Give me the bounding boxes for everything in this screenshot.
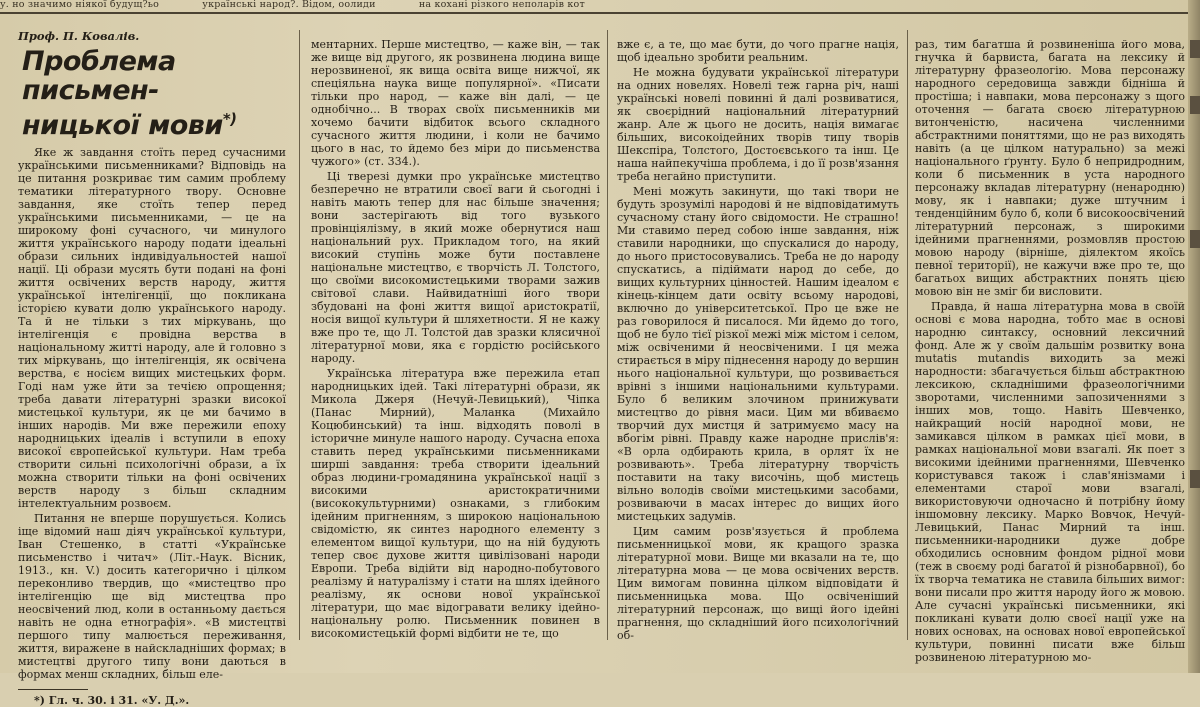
paragraph: Питання не вперше порушується. Колись іще відомий наш діяч української культури, Іван Стешенко, в статті «Українське письменство і читач» (Літ.-Наук. Вісник, 1913., кн. V.) досить категорично і цілком переконливо твердив, що «мистецтво про інтелігенцію ще від мистецтва про неосвічений люд, коли в останньому дається навіть не одна етнографія». «В мистецтві першого типу малюється переживання, життя, виражене в найскладніших формах; в мистецтві другого типу вони даються в формах менш складних, більш еле- xyxy=(18,512,286,681)
paragraph: Не можна будувати української літератури на одних новелях. Новелі теж гарна річ, наші українські новелі повинні й далі розвиватися, як своєрідний національний літературний жанр. Але ж цього не досить, нація вимагає більших, високоідейних творів типу творів Шекспіра, Толстого, Достоєвського та інш. Це наша найпекучіша проблема, і до її розв'язання треба негайно приступити. xyxy=(617,66,899,183)
paragraph: ментарних. Перше мистецтво, — каже він, — так же вище від другого, як розвинена людина вище нерозвиненої, як вища освіта вище нижчої, як спеціяльна наука вище популярної». «Писати тільки про народ, — каже він далі, — це однобічно... В творах своїх письменників ми хочемо бачити відбиток всього складного сучасного життя людини, і коли не бачимо цього в нас, то йдемо без міри до письменства чужого» (ст. 334.). xyxy=(311,38,600,168)
article-title-line-2 xyxy=(22,105,286,140)
top-strip-fragment: українські народ?. Відом, оолиди xyxy=(202,0,376,10)
paragraph: Українська література вже пережила етап народницьких ідей. Такі літературні образи, як Микола Джеря (Нечуй-Левицький), Чіпка (Панас Мирний), Маланка (Михайло Коцюбинський) та інш. відходять поволі в історичне минуле нашого народу. Сучасна епоха ставить перед українськими письменниками ширші завдання: треба створити ідеальний образ людини-громадянина української нації з високими аристократичними (висококультурними) ознаками, з глибоким ідейним пригненням, з широкою національною свідомістю, як синтез народного елементу з елементом вищої культури, що на ній будують тепер своє духове життя цивілізовані народи Европи. Треба відійти від народно-побутового реалізму й натуралізму і стати на шлях ідейного реалізму, як основи нової української літератури, що має відогравати велику ідейно-національну ролю. Письменник повинен в високомистецькій формі відбити не те, що xyxy=(311,367,600,640)
paragraph: Ці тверезі думки про українське мистецтво безперечно не втратили своєї ваги й сьогодні і навіть мають тепер для нас більше значення; вони застерігають від того вузького провінціялізму, в який може обернутися наш національний рух. Прикладом того, на який високий ступінь може бути поставлене національне мистецтво, є творчість Л. Толстого, що своїми високомистецькими творами зажив світової слави. Найвидатніші його твори збудовані на фоні життя вищої аристократії, носія вищої культури й шляхетности. Я не кажу вже про те, що Л. Толстой дав зразки клясичної літературної мови, яка є гордістю російського народу. xyxy=(311,170,600,365)
article-title-text: ницької мови xyxy=(22,110,223,141)
article-column-2 xyxy=(311,38,600,678)
footnote-rule xyxy=(18,689,88,690)
column-divider xyxy=(607,30,608,640)
article-column-1 xyxy=(18,29,286,707)
article-title-line: Проблема письмен- xyxy=(22,46,176,106)
article-author: Проф. П. Ковалів. xyxy=(18,29,140,43)
top-rule xyxy=(0,12,1200,14)
article-column-4 xyxy=(915,38,1185,678)
top-strip-fragment: на кохані різкого неполарів кот xyxy=(418,0,585,10)
edge-tab xyxy=(1190,230,1200,248)
article-title xyxy=(22,47,286,140)
top-strip-cut-text xyxy=(0,0,1200,10)
footnote-marker: *) xyxy=(222,110,237,128)
paragraph: Правда, й наша літературна мова в своїй основі є мова народна, тобто має в основі народню синтаксу, основний лексичний фонд. Але ж у своїм дальшім розвитку вона mutatis mutandis виходить за межі народности: збагачується більш абстрактною лексикою, складнішими фразеологічними зворотами, численними запозиченнями з інших мов, тощо. Навіть Шевченко, найкращий носій народної мови, не замикався цілком в рамках цієї мови, в рамках національної мови взагалі. Як поет з високими ідейними прагненнями, Шевченко користувався також і слав'янізмами і елементами старої мови взагалі, використовуючи одночасно й потрібну йому іншомовну лексику. Марко Вовчок, Нечуй-Левицький, Панас Мирний та інш. письменники-народники дуже добре обходились основним фондом рідної мови (теж в своєму роді багатої й різнобарвної), бо їх творча тематика не ставила більших вимог: вони писали про життя народу його ж мовою. Але сучасні українські письменники, які покликані кувати долю своєї нації уже на нових основах, на основах нової европейської культури, повинні писати вже більш розвиненою літературною мо- xyxy=(915,300,1185,664)
footnote: *) Гл. ч. 30. і 31. «У. Д.». xyxy=(34,694,190,707)
paragraph: раз, тим багатша й розвиненіша його мова, гнучка й барвиста, багата на лексику й літературну фразеологію. Мова персонажу народного середовища завжди бідніша й простіша; і навпаки, мова персонажу з щого оточення — багата своєю літературною витонченістю, насичена численними абстрактними поняттями, що не раз виходять навіть (а це цілком натурально) за межі національного ґрунту. Було б непридродним, коли б письменник в уста народного персонажу вкладав літературну (ненародню) мову, як і навпаки; дуже штучним і тенденційним було б, коли б високоосвічений літературний персонаж, з широкими ідейними прагненнями, розмовляв простою мовою народу (вірніше, діялектом якоїсь певної території), не кажучи вже про те, що багатьох вищих абстрактних понять цією мовою він не зміг би висловити. xyxy=(915,38,1185,298)
column-divider xyxy=(907,30,908,640)
paragraph: вже є, а те, що має бути, до чого прагне нація, щоб ідеально зробити реальним. xyxy=(617,38,899,64)
article-column-3 xyxy=(617,38,899,678)
column-divider xyxy=(299,30,300,640)
top-strip-fragment: у. но значимо ніякої будущ?ьо xyxy=(0,0,160,10)
paragraph: Яке ж завдання стоїть перед сучасними українськими письменниками? Відповідь на це питання розкриває тим самим проблему тематики літературного твору. Основне завдання, яке стоїть тепер перед українськими письменниками, — це на широкому фоні сучасного, чи минулого життя українського народу подати ідеальні образи сильних індивідуальностей нашої нації. Ці образи мусять бути подані на фоні життя освічених верств народу, життя української інтелігенції, що покликана історією кувати долю українського народу. Та й не тільки з тих міркувань, що інтелігенція є провідна верства в національному житті народу, але й головно з тих міркувань, що інтелігенція, як освічена верства, є носієм вищих мистецьких форм. Годі нам уже йти за течією опрощення; треба давати літературні зразки високої мистецької культури, як це ми бачимо в інших народів. Ми вже пережили епоху народницьких ідеалів і вступили в епоху високої європейської культури. Нам треба створити сильні психологічні образи, а їх можна створити тільки на фоні освічених верств народу з більш складним інтелектуальним розвоєм. xyxy=(18,146,286,510)
edge-tab xyxy=(1190,40,1200,58)
paragraph: Мені можуть закинути, що такі твори не будуть зрозумілі народові й не відповідатимуть сучасному стану його свідомости. Не страшно! Ми ставимо перед собою інше завдання, ніж ставили народники, що спускалися до народу, до нього пристосовувались. Треба не до народу спускатись, а підіймати народ до себе, до вищих культурних цінностей. Нашим ідеалом є кінець-кінцем дати освіту всьому народові, включно до університетської. Про це вже не раз говорилося й писалося. Ми йдемо до того, щоб не було тієї різкої межі між містом і селом, між освіченими й неосвіченими. І ця межа стирається в міру піднесення народу до вершин нього національної культури, що розвивається врівні з іншими національними культурами. Було б великим злочином принижувати мистецтво до рівня маси. Цим ми вбиваємо творчий дух мистця й затримуємо масу на вбогім рівні. Правду каже народне прислів'я: «В орла одбирають крила, в орлят їх не розвивають». Треба літературну творчість поставити на таку височінь, щоб мистець вільно володів своїми мистецькими засобами, розвиваючи в масах інтерес до вищих його мистецьких задумів. xyxy=(617,185,899,523)
paragraph: Цим самим розв'язується й проблема письменницької мови, як кращого зразка літературної мови. Вище ми вказали на те, що літературна мова — це мова освічених верств. Цим вимогам повинна цілком відповідати й письменницька мова. Що освіченіший літературний персонаж, що вищі його ідейні прагнення, що складніший його психологічний об- xyxy=(617,525,899,642)
edge-tab xyxy=(1190,96,1200,114)
edge-tab xyxy=(1190,470,1200,488)
